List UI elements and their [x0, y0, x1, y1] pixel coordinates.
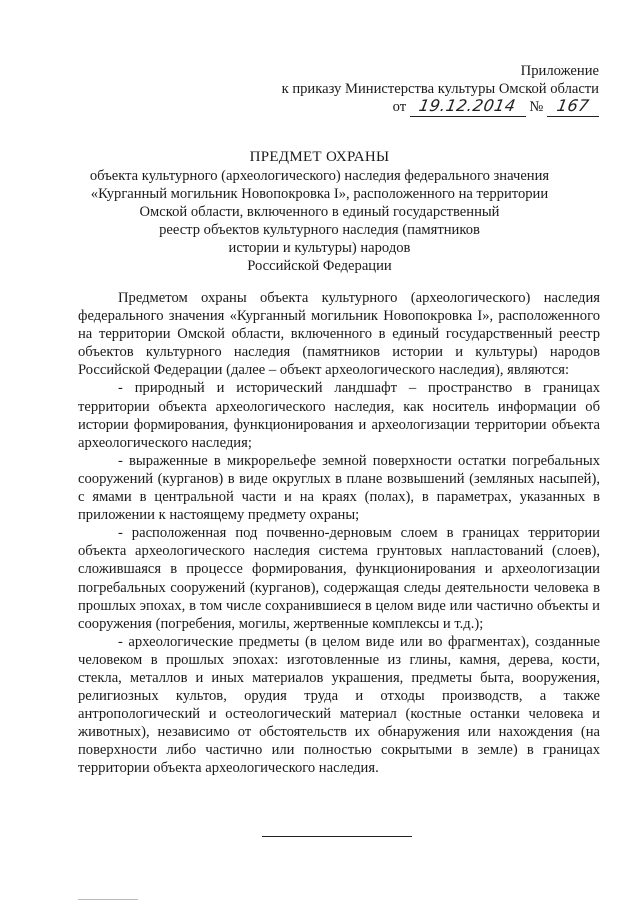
- list-item: - археологические предметы (в целом виде или во фрагментах), созданные человеком в прошлых эпохах: изготовленные из глины, камня, дерева, кости, стекла, металлов и иных материалов украшения, предметы быта, вооружения, религиозных культов, орудия труда и отходы производств, а также антропологический и остеологический материал (костные останки человека и животных), независимо от обстоятельств их обнаружения или нахождения (на поверхности либо частично или полностью сокрытыми в земле) в границах территории объекта археологического наследия.: [78, 633, 600, 777]
- list-item: - выраженные в микрорельефе земной поверхности остатки погребальных сооружений (курганов) в виде округлых в плане возвышений (земляных насыпей), с ямами в центральной части и на краях (полах), в параметрах, указанных в приложении к настоящему предмету охраны;: [78, 452, 600, 524]
- title-line-4: реестр объектов культурного наследия (памятников: [159, 222, 480, 238]
- document-title: ПРЕДМЕТ ОХРАНЫ: [249, 149, 390, 165]
- title-line-5: истории и культуры) народов: [228, 240, 411, 256]
- list-item: - расположенная под почвенно-дерновым слоем в границах территории объекта археологического наследия система грунтовых напластований (слоев), сложившаяся в процессе формирования, функционирования и археологизации погребальных сооружений (курганов), содержащая следы деятельности человека в прошлых эпохах, в том числе сохранившиеся в целом виде или частично объекты и сооружения (погребения, могилы, жертвенные комплексы и т.д.);: [78, 525, 600, 632]
- order-reference: к приказу Министерства культуры Омской области: [281, 81, 599, 97]
- order-date-number: [393, 97, 599, 117]
- title-line-3: Омской области, включенного в единый государственный: [139, 204, 500, 220]
- appendix-label: Приложение: [520, 63, 599, 79]
- title-line-1: объекта культурного (археологического) наследия федерального значения: [89, 168, 550, 184]
- date-prefix: от: [392, 99, 407, 115]
- number-prefix: №: [529, 99, 544, 115]
- document-body: [78, 289, 600, 778]
- handwritten-number: 167: [547, 97, 599, 117]
- handwritten-date: 19.12.2014: [410, 97, 526, 117]
- title-line-2: «Курганный могильник Новопокровка I», расположенного на территории: [90, 186, 549, 202]
- closing-divider: [262, 836, 412, 837]
- intro-paragraph: Предметом охраны объекта культурного (археологического) наследия федерального значения «Курганный могильник Новопокровка I», расположенного на территории Омской области, включенного в единый государственный реестр объектов культурного наследия (памятников истории и культуры) народов Российской Федерации (далее – объект археологического наследия), являются:: [78, 290, 600, 379]
- title-line-6: Российской Федерации: [247, 258, 392, 274]
- scan-edge-mark: [78, 899, 138, 900]
- list-item: - природный и исторический ландшафт – пространство в границах территории объекта археологического наследия, как носитель информации об истории формирования, функционирования и археологизации территории объекта археологического наследия;: [78, 380, 600, 451]
